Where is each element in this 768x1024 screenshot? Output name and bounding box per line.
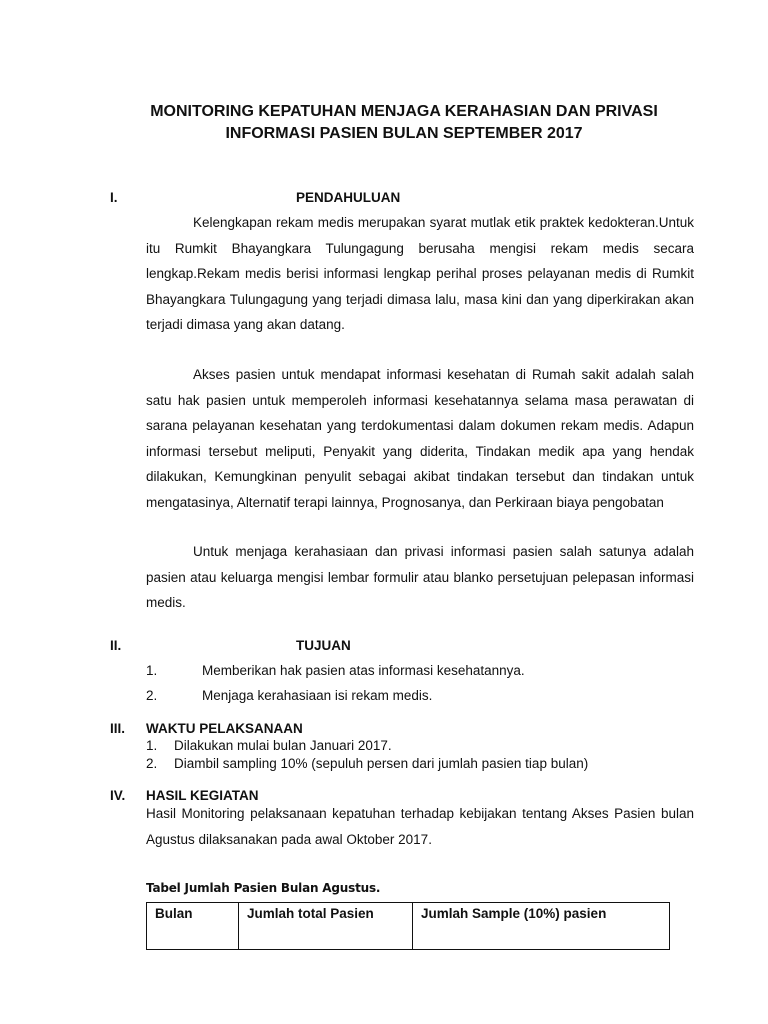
- section-2-heading: TUJUAN: [296, 638, 351, 653]
- table-header-cell: Jumlah Sample (10%) pasien: [413, 903, 670, 950]
- table-header-row: [147, 903, 670, 950]
- list-number: 1.: [146, 738, 158, 753]
- list-number: 1.: [146, 663, 158, 678]
- list-item: [146, 738, 392, 753]
- section-3-number: III.: [110, 721, 126, 736]
- section-4-number: IV.: [110, 788, 126, 803]
- patient-table: [146, 902, 670, 950]
- list-text: Diambil sampling 10% (sepuluh persen dari jumlah pasien tiap bulan): [174, 756, 589, 771]
- list-text: Menjaga kerahasiaan isi rekam medis.: [202, 688, 433, 703]
- section-1-heading: PENDAHULUAN: [296, 190, 401, 205]
- table-caption: Tabel Jumlah Pasien Bulan Agustus.: [146, 881, 381, 895]
- section-4-heading: HASIL KEGIATAN: [146, 788, 259, 803]
- document-title: [100, 101, 708, 145]
- section-1-paragraph-3: Untuk menjaga kerahasiaan dan privasi informasi pasien salah satunya adalah pasien atau keluarga mengisi lembar formulir atau blanko persetujuan pelepasan informasi medis.: [146, 544, 694, 610]
- section-1-paragraph-1: Kelengkapan rekam medis merupakan syarat mutlak etik praktek kedokteran.Untuk itu Rumkit Bhayangkara Tulungagung berusaha mengisi rekam medis secara lengkap.Rekam medis berisi informasi lengkap perihal proses pelayanan medis di Rumkit Bhayangkara Tulungagung yang terjadi dimasa lalu, masa kini dan yang diperkirakan akan terjadi dimasa yang akan datang.: [146, 215, 694, 332]
- title-line-1: MONITORING KEPATUHAN MENJAGA KERAHASIAN DAN PRIVASI: [150, 103, 658, 120]
- list-number: 2.: [146, 756, 158, 771]
- title-line-2: INFORMASI PASIEN BULAN SEPTEMBER 2017: [225, 125, 583, 142]
- section-2-number: II.: [110, 638, 122, 653]
- list-item: [146, 663, 525, 678]
- list-number: 2.: [146, 688, 158, 703]
- section-3-heading: WAKTU PELAKSANAAN: [146, 721, 303, 736]
- table-header-cell: Jumlah total Pasien: [239, 903, 413, 950]
- section-1-number: I.: [110, 190, 118, 205]
- list-item: [146, 688, 432, 703]
- list-text: Dilakukan mulai bulan Januari 2017.: [174, 738, 392, 753]
- list-text: Memberikan hak pasien atas informasi kesehatannya.: [202, 663, 525, 678]
- table-header-cell: Bulan: [147, 903, 239, 950]
- section-1-paragraph-2: Akses pasien untuk mendapat informasi kesehatan di Rumah sakit adalah salah satu hak pasien untuk memperoleh informasi kesehatannya selama masa perawatan di sarana pelayanan kesehatan yang terdokumentasi dalam dokumen rekam medis. Adapun informasi tersebut meliputi, Penyakit yang diderita, Tindakan medik apa yang hendak dilakukan, Kemungkinan penyulit sebagai akibat tindakan tersebut dan tindakan untuk mengatasinya, Alternatif terapi lainnya, Prognosanya, dan Perkiraan biaya pengobatan: [146, 367, 694, 510]
- list-item: [146, 756, 588, 771]
- section-4-paragraph: Hasil Monitoring pelaksanaan kepatuhan terhadap kebijakan tentang Akses Pasien bulan Agustus dilaksanakan pada awal Oktober 2017.: [146, 806, 694, 847]
